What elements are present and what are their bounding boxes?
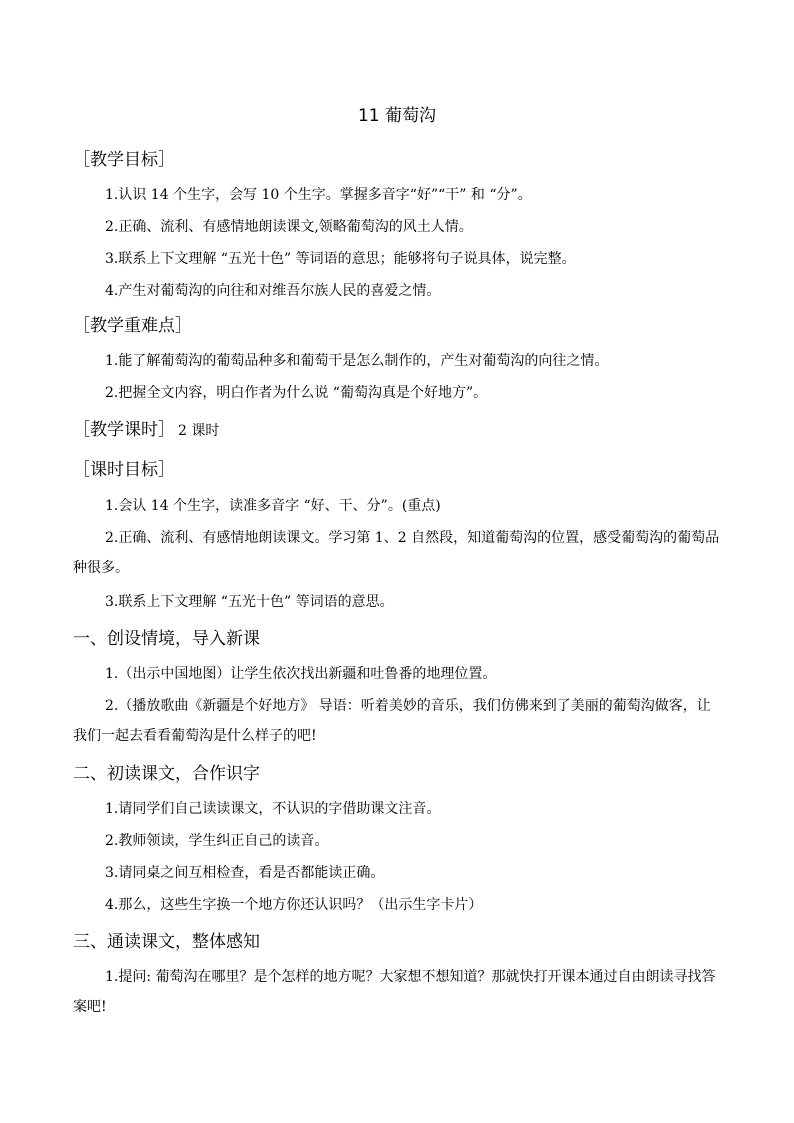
heading-part-2: 二、初读课文，合作识字 bbox=[73, 764, 260, 784]
class-periods-value: 2 课时 bbox=[178, 423, 220, 439]
part1-item-1: 1.（出示中国地图）让学生依次找出新疆和吐鲁番的地理位置。 bbox=[105, 666, 497, 682]
lesson-goal-3: 3.联系上下文理解 “五光十色” 等词语的意思。 bbox=[105, 594, 394, 610]
class-periods-label: ［教学课时］ bbox=[73, 420, 175, 440]
lesson-goal-2: 2.正确、流利、有感情地朗读课文。学习第 1、2 自然段，知道葡萄沟的位置，感受葡萄沟的葡萄品种很多。 bbox=[73, 530, 720, 576]
goal-item-2: 2.正确、流利、有感情地朗读课文,领略葡萄沟的风土人情。 bbox=[105, 219, 473, 235]
part2-item-2: 2.教师领读，学生纠正自己的读音。 bbox=[105, 833, 329, 849]
lesson-goal-1: 1.会认 14 个生字，读准多音字 “好、干、分”。(重点) bbox=[105, 498, 441, 514]
key-point-1: 1.能了解葡萄沟的葡萄品种多和葡萄干是怎么制作的，产生对葡萄沟的向往之情。 bbox=[105, 353, 609, 369]
goal-item-3: 3.联系上下文理解 “五光十色” 等词语的意思；能够将句子说具体，说完整。 bbox=[105, 251, 576, 267]
heading-teaching-goals: ［教学目标］ bbox=[73, 150, 175, 170]
heading-key-points: ［教学重难点］ bbox=[73, 316, 192, 336]
heading-class-periods bbox=[73, 417, 219, 444]
part2-item-4: 4.那么，这些生字换一个地方你还认识吗？（出示生字卡片） bbox=[105, 897, 483, 913]
part3-item-1: 1.提问: 葡萄沟在哪里？是个怎样的地方呢？大家想不想知道？那就快打开课本通过自由朗读寻找答案吧! bbox=[73, 969, 716, 1015]
part1-item-2: 2.（播放歌曲《新疆是个好地方》 导语：听着美妙的音乐，我们仿佛来到了美丽的葡萄沟做客，让我们一起去看看葡萄沟是什么样子的吧! bbox=[73, 698, 711, 744]
heading-part-1: 一、创设情境，导入新课 bbox=[73, 629, 260, 649]
page-title: 11 葡萄沟 bbox=[357, 106, 437, 126]
heading-part-3: 三、通读课文，整体感知 bbox=[73, 932, 260, 952]
part2-item-3: 3.请同桌之间互相检查，看是否都能读正确。 bbox=[105, 865, 385, 881]
part2-item-1: 1.请同学们自己读读课文，不认识的字借助课文注音。 bbox=[105, 801, 441, 817]
heading-lesson-goals: ［课时目标］ bbox=[73, 460, 175, 480]
key-point-2: 2.把握全文内容，明白作者为什么说 “葡萄沟真是个好地方”。 bbox=[105, 385, 488, 401]
goal-item-4: 4.产生对葡萄沟的向往和对维吾尔族人民的喜爱之情。 bbox=[105, 283, 441, 299]
goal-item-1: 1.认识 14 个生字，会写 10 个生字。掌握多音字“好”“干” 和 “分”。 bbox=[105, 187, 532, 203]
